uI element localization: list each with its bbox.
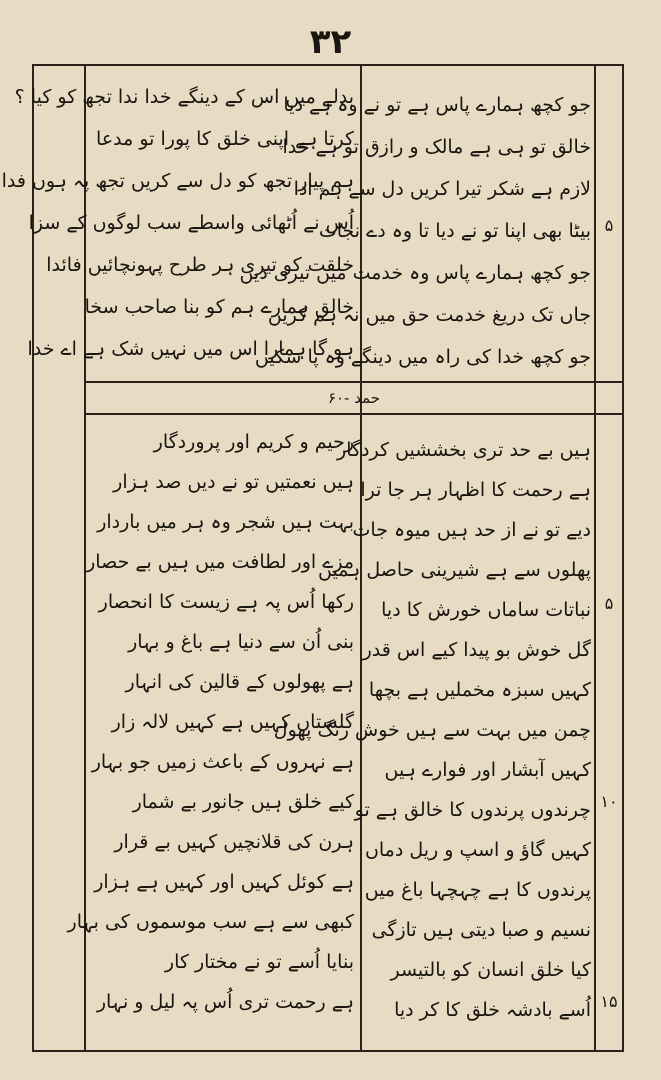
verse-line: جو کچھ ہمارے پاس ہے تو نے وہ ہے دیا	[283, 94, 591, 116]
verse-line: رکھا اُس پہ ہے زیست کا انحصار	[98, 591, 354, 613]
verse-line: خلقت کو تیری ہر طرح پہونچائیں فائدا	[46, 254, 354, 276]
verse-line: جو کچھ ہمارے پاس وہ خدمت میں تیری دیں	[239, 262, 591, 284]
verse-line: جاں تک دریغ خدمت حق میں نہ ہم کریں	[267, 304, 591, 326]
verse-line: جو کچھ خدا کی راہ میں دینگے وہ پا سکیں	[254, 346, 591, 368]
verse-line: ہے نہروں کے باعث زمیں جو بہار	[91, 751, 354, 773]
page-number: ۳۲	[309, 22, 352, 62]
verse-line: ہرن کی قلانچیں کہیں بے قرار	[114, 831, 354, 853]
verse-line: کرتا ہے اپنی خلق کا پورا تو مدعا	[96, 128, 354, 150]
line-number: ۵	[604, 594, 614, 613]
verse-line: بدلے میں اس کے دینگے خدا ندا تجھ کو کیا ؟	[14, 86, 354, 108]
stanza1-right-column	[239, 84, 591, 378]
line-number: ۱۰	[600, 792, 618, 811]
section-heading: ۶۰- حمد	[327, 389, 381, 407]
verse-line: ہے رحمت تری اُس پہ لیل و نہار	[96, 991, 354, 1013]
verse-line: ہیں نعمتیں تو نے دیں صد ہزار	[113, 471, 354, 493]
section-rule-top	[84, 381, 624, 383]
verse-line: کہیں گاؤ و اسپ و ریل دماں	[364, 839, 591, 861]
verse-line: چرندوں پرندوں کا خالق ہے تو	[354, 799, 591, 821]
verse-line: نسیم و صبا دیتی ہیں تازگی	[371, 919, 591, 941]
verse-line: گلستاں کہیں ہے کہیں لالہ زار	[111, 711, 354, 733]
verse-line: اُسے بادشہ خلق کا کر دیا	[394, 999, 591, 1021]
verse-line: گل خوش بو پیدا کیے اس قدر	[362, 639, 591, 661]
verse-line: ہے پھولوں کے قالین کی انہار	[125, 671, 354, 693]
stanza2-right-column	[273, 430, 591, 1030]
verse-line: کہیں آبشار اور فوارے ہیں	[384, 759, 591, 781]
page-frame	[1, 64, 624, 1052]
verse-line: کہیں سبزہ مخملیں ہے بچھا	[368, 679, 591, 701]
verse-line: لازم ہے شکر تیرا کریں دل سے ہم ادا	[293, 178, 591, 200]
verse-line: نباتات ساماں خورش کا دیا	[381, 599, 591, 621]
verse-line: بنایا اُسے تو نے مختار کار	[164, 951, 354, 973]
line-number: ۱۵	[600, 992, 618, 1011]
verse-line: اُس نے اُٹھائی واسطے سب لوگوں کے سزا	[28, 212, 354, 234]
stanza2-left-column	[67, 422, 354, 1022]
verse-line: ہے رحمت کا اظہار ہر جا ترا	[360, 479, 591, 501]
verse-line: بہت ہیں شجر وہ ہر میں باردار	[97, 511, 354, 533]
line-number: ۵	[604, 216, 614, 235]
verse-line: خالق تو ہی ہے مالک و رازق تو ہے خدا	[282, 136, 591, 158]
verse-line: چمن میں بہت سے ہیں خوش رنگ پھول	[273, 719, 591, 741]
verse-line: ہے کوئل کہیں اور کہیں ہے ہزار	[94, 871, 354, 893]
verse-line: خالق ہمارے ہم کو بنا صاحب سخا	[84, 296, 354, 318]
verse-line: بنی اُن سے دنیا ہے باغ و بہار	[128, 631, 354, 653]
verse-line: کبھی سے ہے سب موسموں کی بہار	[67, 911, 354, 933]
verse-line: کیے خلق ہیں جانور بے شمار	[132, 791, 354, 813]
verse-line: پرندوں کا ہے چہچہا باغ میں	[364, 879, 591, 901]
verse-line: بیٹا بھی اپنا تو نے دیا تا وہ دے نجات	[318, 220, 591, 242]
verse-line: دیے تو نے از حد ہیں میوہ جات	[352, 519, 591, 541]
verse-line: ہم پیار تجھ کو دل سے کریں تجھ پہ ہوں فدا	[1, 170, 354, 192]
verse-line: رحیم و کریم اور پروردگار	[153, 431, 354, 453]
line-number-rule	[594, 66, 596, 1050]
verse-line: پھلوں سے ہے شیرینی حاصل ہمیں	[318, 559, 591, 581]
verse-line: مزے اور لطافت میں ہیں بے حصار	[86, 551, 354, 573]
verse-line: ہو گا ہمارا اس میں نہیں شک ہے اے خدا	[27, 338, 354, 360]
stanza1-left-column	[1, 76, 354, 370]
verse-line: کیا خلق انسان کو بالتیسر	[390, 959, 591, 981]
verse-line: ہیں بے حد تری بخششیں کردگار	[337, 439, 591, 461]
section-rule-bottom	[84, 413, 624, 415]
